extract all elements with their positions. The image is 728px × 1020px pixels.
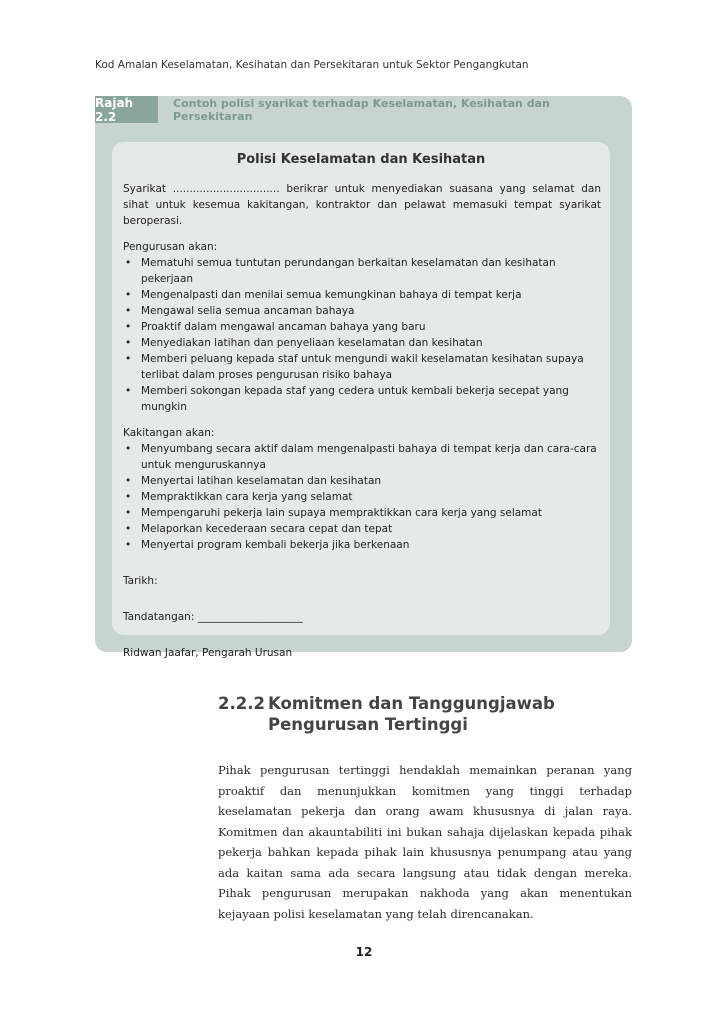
list-item: • Mengenalpasti dan menilai semua kemungkinan bahaya di tempat kerja: [123, 287, 601, 303]
list-item: • Mematuhi semua tuntutan perundangan berkaitan keselamatan dan kesihatan pekerjaan: [123, 255, 601, 287]
section-heading: [218, 693, 632, 735]
list-item: • Memberi sokongan kepada staf yang cedera untuk kembali bekerja secepat yang mungkin: [123, 383, 601, 415]
policy-card: [112, 142, 610, 659]
list-item: • Proaktif dalam mengawal ancaman bahaya yang baru: [123, 319, 601, 335]
list-item: • Mempraktikkan cara kerja yang selamat: [123, 489, 601, 505]
section-title: Komitmen dan Tanggungjawab Pengurusan Tertinggi: [268, 694, 555, 734]
signatory: Ridwan Jaafar, Pengarah Urusan: [123, 647, 293, 659]
date-label: Tarikh:: [123, 575, 158, 587]
policy-title: Polisi Keselamatan dan Kesihatan: [236, 152, 486, 167]
management-heading: Pengurusan akan:: [123, 241, 218, 253]
list-item: • Memberi peluang kepada staf untuk mengundi wakil keselamatan kesihatan supaya terlibat dalam proses pengurusan risiko bahaya: [123, 351, 601, 383]
signature-label: Tandatangan: ____________________: [123, 611, 303, 623]
page-number: 12: [355, 945, 373, 959]
list-item: • Menyumbang secara aktif dalam mengenalpasti bahaya di tempat kerja dan cara-cara untuk menguruskannya: [123, 441, 601, 473]
list-item: • Mengawal selia semua ancaman bahaya: [123, 303, 601, 319]
policy-body: [123, 181, 601, 661]
policy-intro: Syarikat ................................ berikrar untuk menyediakan suasana yang selamat dan sihat untuk kesemua kakitangan, kontraktor dan pelawat memasuki tempat syarikat beroperasi.: [123, 183, 601, 227]
staff-heading: Kakitangan akan:: [123, 427, 215, 439]
figure-box: [95, 95, 632, 659]
figure-caption: Contoh polisi syarikat terhadap Keselamatan, Kesihatan dan Persekitaran: [173, 96, 550, 123]
section-body: Pihak pengurusan tertinggi hendaklah memainkan peranan yang proaktif dan menunjukkan komitmen yang tinggi terhadap keselamatan pekerja dan orang awam khususnya di jalan raya. Komitmen dan akauntabiliti ini bukan sahaja dijelaskan kepada pihak pekerja bahkan kepada pihak lain khususnya penumpang atau yang ada kaitan sama ada secara langsung atau tidak dengan mereka. Pihak pengurusan merupakan nakhoda yang akan menentukan kejayaan polisi keselamatan yang telah direncanakan.: [218, 763, 632, 921]
list-item: • Melaporkan kecederaan secara cepat dan tepat: [123, 521, 601, 537]
management-list: [123, 255, 601, 415]
running-header: Kod Amalan Keselamatan, Kesihatan dan Persekitaran untuk Sektor Pengangkutan: [95, 59, 529, 71]
staff-list: [123, 441, 601, 553]
list-item: • Mempengaruhi pekerja lain supaya mempraktikkan cara kerja yang selamat: [123, 505, 601, 521]
list-item: • Menyertai latihan keselamatan dan kesihatan: [123, 473, 601, 489]
list-item: • Menyediakan latihan dan penyeliaan keselamatan dan kesihatan: [123, 335, 601, 351]
section-number: 2.2.2: [218, 694, 265, 713]
list-item: • Menyertai program kembali bekerja jika berkenaan: [123, 537, 601, 553]
figure-label: Rajah 2.2: [95, 96, 158, 123]
